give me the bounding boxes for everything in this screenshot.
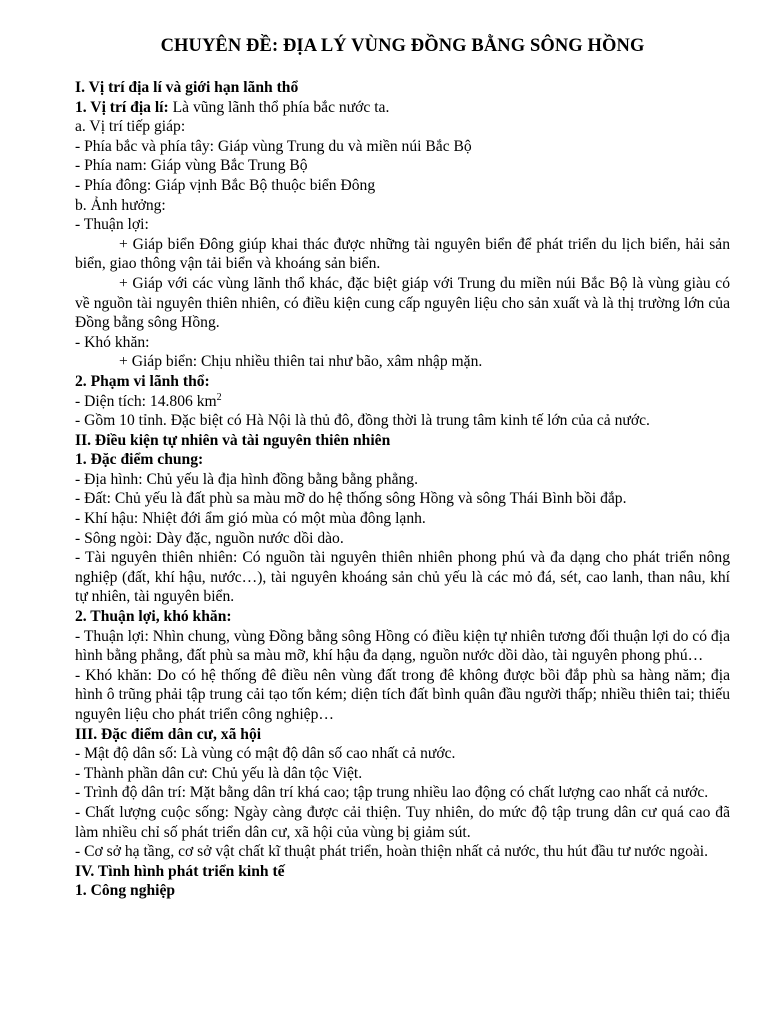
section-4-heading: IV. Tình hình phát triển kinh tế xyxy=(75,862,285,880)
s2-general-heading: 1. Đặc điểm chung: xyxy=(75,451,204,469)
s2-pros-cons-heading: 2. Thuận lợi, khó khăn: xyxy=(75,608,232,626)
section-2-heading: II. Điều kiện tự nhiên và tài nguyên thiên nhiên xyxy=(75,431,391,449)
s4-industry-heading: 1. Công nghiệp xyxy=(75,882,176,900)
s1-difficulty-1: + Giáp biển: Chịu nhiều thiên tai như bão, xâm nhập mặn. xyxy=(119,353,483,371)
s1-border-north-west: - Phía bắc và phía tây: Giáp vùng Trung du và miền núi Bắc Bộ xyxy=(75,137,472,155)
s1-area xyxy=(75,392,730,412)
s1-location-text: Là vũng lãnh thổ phía bắc nước ta. xyxy=(168,98,390,116)
s2-advantages: - Thuận lợi: Nhìn chung, vùng Đồng bằng sông Hồng có điều kiện tự nhiên tương đối thuận lợi do có địa hình bằng phẳng, đất phù sa màu mỡ, khí hậu đa dạng, nguồn nước dồi dào, tài nguyên phong phú… xyxy=(75,627,730,665)
s2-climate: - Khí hậu: Nhiệt đới ẩm gió mùa có một mùa đông lạnh. xyxy=(75,510,426,528)
s1-advantages-label: - Thuận lợi: xyxy=(75,216,149,234)
s3-education: - Trình độ dân trí: Mặt bằng dân trí khá cao; tập trung nhiều lao động có chất lượng cao nhất cả nước. xyxy=(75,784,709,802)
s3-density: - Mật độ dân số: Là vùng có mật độ dân số cao nhất cả nước. xyxy=(75,745,456,763)
s2-soil: - Đất: Chủ yếu là đất phù sa màu mỡ do hệ thống sông Hồng và sông Thái Bình bồi đắp. xyxy=(75,490,627,508)
s3-living-quality: - Chất lượng cuộc sống: Ngày càng được cải thiện. Tuy nhiên, do mức độ tập trung dân cư quá cao đã làm nhiều chỉ số phát triển dân cư, xã hội của vùng bị giảm sút. xyxy=(75,803,730,841)
section-1-heading: I. Vị trí địa lí và giới hạn lãnh thổ xyxy=(75,79,299,96)
s1-influence-heading: b. Ảnh hưởng: xyxy=(75,196,166,214)
s1-provinces: - Gồm 10 tỉnh. Đặc biệt có Hà Nội là thủ đô, đồng thời là trung tâm kinh tế lớn của cả nước. xyxy=(75,412,650,430)
s2-resources: - Tài nguyên thiên nhiên: Có nguồn tài nguyên thiên nhiên phong phú và đa dạng cho phát triển nông nghiệp (đất, khí hậu, nước…), tài nguyên khoáng sản chủ yếu là các mỏ đá, sét, cao lanh, than nâu, khí tự nhiên, tài nguyên biển. xyxy=(75,549,730,606)
section-3-heading: III. Đặc điểm dân cư, xã hội xyxy=(75,725,262,743)
s3-ethnicity: - Thành phần dân cư: Chủ yếu là dân tộc Việt. xyxy=(75,764,363,782)
s1-location-label: 1. Vị trí địa lí: xyxy=(75,98,169,116)
s1-location xyxy=(75,98,730,118)
s1-border-south: - Phía nam: Giáp vùng Bắc Trung Bộ xyxy=(75,157,308,175)
s3-infrastructure: - Cơ sở hạ tầng, cơ sở vật chất kĩ thuật phát triển, hoàn thiện nhất cả nước, thu hút đầu tư nước ngoài. xyxy=(75,843,709,861)
s1-territory-heading: 2. Phạm vi lãnh thổ: xyxy=(75,372,210,390)
s1-area-text: - Diện tích: 14.806 km xyxy=(75,392,217,410)
s1-advantage-2: + Giáp với các vùng lãnh thổ khác, đặc biệt giáp với Trung du miền núi Bắc Bộ là vùng giàu có về nguồn tài nguyên thiên nhiên, có điều kiện cung cấp nguyên liệu cho sản xuất và là thị trường lớn của Đồng bằng sông Hồng. xyxy=(75,274,730,332)
s2-terrain: - Địa hình: Chủ yếu là địa hình đồng bằng bằng phẳng. xyxy=(75,470,419,488)
s2-difficulties: - Khó khăn: Do có hệ thống đê điều nên vùng đất trong đê không được bồi đắp phù sa hàng năm; địa hình ô trũng phải tập trung cải tạo tốn kém; diện tích đất bình quân đầu người thấp; nhiều thiên tai; thiếu nguyên liệu cho phát triển công nghiệp… xyxy=(75,666,730,723)
s1-difficulties-label: - Khó khăn: xyxy=(75,333,150,351)
s2-rivers: - Sông ngòi: Dày đặc, nguồn nước dồi dào. xyxy=(75,529,344,547)
s1-advantage-1: + Giáp biển Đông giúp khai thác được những tài nguyên biển để phát triển du lịch biển, hải sản biển, giao thông vận tải biển và khoáng sản biển. xyxy=(75,235,730,273)
document-title: CHUYÊN ĐỀ: ĐỊA LÝ VÙNG ĐỒNG BẰNG SÔNG HỒNG xyxy=(160,36,645,56)
s1-area-sup: 2 xyxy=(216,391,222,403)
s1-borders-heading: a. Vị trí tiếp giáp: xyxy=(75,118,186,136)
s1-border-east: - Phía đông: Giáp vịnh Bắc Bộ thuộc biển Đông xyxy=(75,176,376,194)
